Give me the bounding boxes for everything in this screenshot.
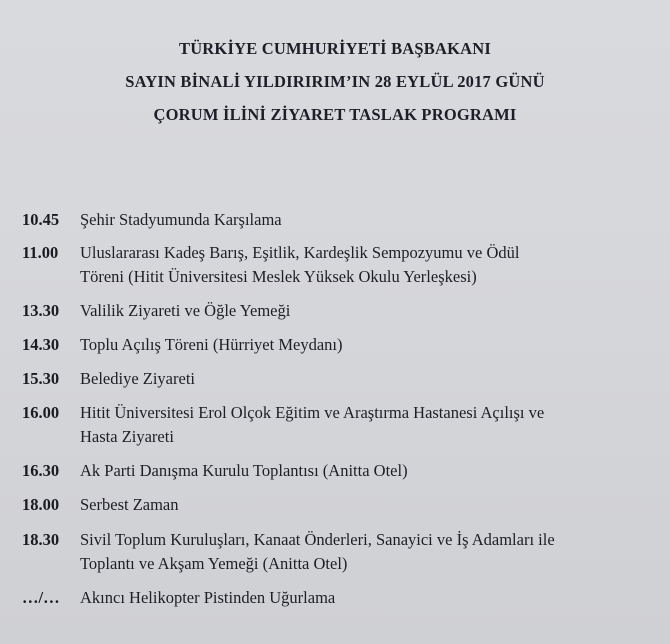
- document-title: [0, 32, 670, 131]
- schedule-description: [80, 401, 662, 449]
- schedule-time: 13.30: [22, 301, 60, 320]
- title-line-2: SAYIN BİNALİ YILDIRIRIM’IN 28 EYLÜL 2017 GÜNÜ: [125, 72, 545, 91]
- schedule-description-line: Uluslararası Kadeş Barış, Eşitlik, Kardeşlik Sempozyumu ve Ödül: [80, 243, 520, 262]
- schedule-time: 18.30: [22, 530, 60, 549]
- schedule-item: [22, 528, 662, 576]
- title-line-3: ÇORUM İLİNİ ZİYARET TASLAK PROGRAMI: [153, 105, 517, 124]
- schedule-description: [80, 493, 662, 517]
- schedule-description: [80, 208, 662, 232]
- schedule-time: 14.30: [22, 335, 60, 354]
- schedule-time: 18.00: [22, 495, 60, 514]
- schedule-time: 10.45: [22, 210, 60, 229]
- schedule-description-line: Akıncı Helikopter Pistinden Uğurlama: [80, 588, 336, 607]
- schedule-item: [22, 493, 662, 517]
- schedule-description: [80, 459, 662, 483]
- schedule-list: [22, 208, 662, 610]
- schedule-description: [80, 367, 662, 391]
- schedule-description-line: Valilik Ziyareti ve Öğle Yemeği: [80, 301, 291, 320]
- schedule-item: [22, 367, 662, 391]
- schedule-description: [80, 528, 662, 576]
- schedule-description-line: Şehir Stadyumunda Karşılama: [80, 210, 282, 229]
- title-line-1: TÜRKİYE CUMHURİYETİ BAŞBAKANI: [178, 39, 491, 58]
- schedule-time: 16.00: [22, 403, 60, 422]
- schedule-time: 16.30: [22, 461, 60, 480]
- schedule-item: [22, 299, 662, 323]
- schedule-description: [80, 586, 662, 610]
- schedule-item: [22, 208, 662, 232]
- schedule-item: [22, 401, 662, 449]
- schedule-description-line: Ak Parti Danışma Kurulu Toplantısı (Anitta Otel): [80, 461, 408, 480]
- schedule-time: 15.30: [22, 369, 60, 388]
- schedule-description-line: Toplu Açılış Töreni (Hürriyet Meydanı): [80, 335, 343, 354]
- schedule-item: [22, 459, 662, 483]
- schedule-description-line: Belediye Ziyareti: [80, 369, 195, 388]
- schedule-description: [80, 299, 662, 323]
- schedule-description: [80, 241, 662, 289]
- schedule-item: [22, 241, 662, 289]
- schedule-description-line: Hasta Ziyareti: [80, 427, 174, 446]
- schedule-time: …/…: [22, 588, 60, 607]
- schedule-description-line: Toplantı ve Akşam Yemeği (Anitta Otel): [80, 554, 348, 573]
- schedule-item: [22, 586, 662, 610]
- schedule-item: [22, 333, 662, 357]
- schedule-description-line: Sivil Toplum Kuruluşları, Kanaat Önderleri, Sanayici ve İş Adamları ile: [80, 530, 555, 549]
- schedule-time: 11.00: [22, 243, 59, 262]
- schedule-description-line: Töreni (Hitit Üniversitesi Meslek Yüksek Okulu Yerleşkesi): [80, 267, 477, 286]
- schedule-description: [80, 333, 662, 357]
- schedule-description-line: Hitit Üniversitesi Erol Olçok Eğitim ve Araştırma Hastanesi Açılışı ve: [80, 403, 545, 422]
- schedule-description-line: Serbest Zaman: [80, 495, 179, 514]
